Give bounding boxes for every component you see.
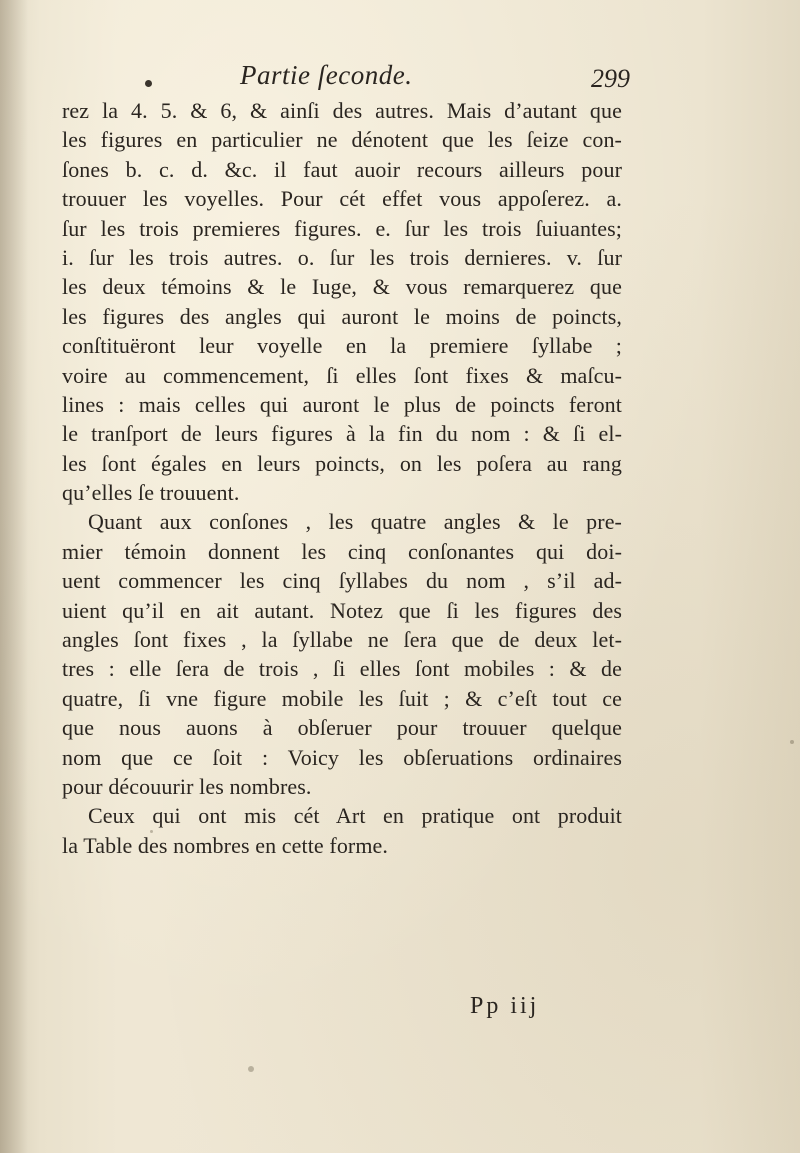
- paper-speck: [248, 1066, 254, 1072]
- text-line: trouuer les voyelles. Pour cét effet vous appoſerez. a.: [62, 186, 622, 212]
- text-line: rez la 4. 5. & 6, & ainſi des autres. Mais d’autant que: [62, 98, 622, 123]
- gutter-shadow: [0, 0, 28, 1153]
- page-number: 299: [591, 64, 630, 93]
- text-line: les figures des angles qui auront le moins de poincts,: [62, 303, 622, 329]
- running-head: [60, 54, 630, 94]
- text-line: conſtituëront leur voyelle en la premiere ſyllabe ;: [62, 333, 622, 359]
- ornament-dot: [145, 80, 152, 87]
- text-line: uient qu’il en ait autant. Notez que ſi les figures des: [62, 597, 622, 623]
- paper-speck: [790, 740, 794, 744]
- text-line: Ceux qui ont mis cét Art en pratique ont produit: [88, 803, 622, 829]
- text-line: que nous auons à obſeruer pour trouuer quelque: [62, 715, 622, 741]
- text-line: i. ſur les trois autres. o. ſur les trois dernieres. v. ſur: [62, 244, 622, 270]
- text-line: ſones b. c. d. &c. il faut auoir recours ailleurs pour: [62, 156, 622, 182]
- text-line: voire au commencement, ſi elles ſont fixes & maſcu-: [62, 362, 622, 388]
- text-line: Quant aux conſones , les quatre angles & le pre-: [88, 509, 622, 535]
- text-line: la Table des nombres en cette forme.: [62, 832, 389, 858]
- text-line: les ſont égales en leurs poincts, on les poſera au rang: [62, 450, 622, 476]
- text-line: le tranſport de leurs figures à la fin du nom : & ſi el-: [62, 421, 622, 447]
- text-line: qu’elles ſe trouuent.: [62, 480, 240, 506]
- text-line: pour découurir les nombres.: [62, 773, 312, 799]
- text-line: mier témoin donnent les cinq conſonantes qui doi-: [62, 538, 622, 564]
- text-line: nom que ce ſoit : Voicy les obſeruations ordinaires: [62, 744, 622, 770]
- body-text: [62, 96, 622, 860]
- text-line: lines : mais celles qui auront le plus de poincts feront: [62, 391, 622, 417]
- text-line: tres : elle ſera de trois , ſi elles ſont mobiles : & de: [62, 656, 622, 682]
- paper-speck: [150, 830, 153, 833]
- text-line: quatre, ſi vne figure mobile les ſuit ; & c’eſt tout ce: [62, 685, 622, 711]
- text-line: les deux témoins & le Iuge, & vous remarquerez que: [62, 274, 622, 300]
- text-line: angles ſont fixes , la ſyllabe ne ſera que de deux let-: [62, 627, 622, 653]
- text-line: ſur les trois premieres figures. e. ſur les trois ſuiuantes;: [62, 215, 622, 241]
- text-line: uent commencer les cinq ſyllabes du nom , s’il ad-: [62, 568, 622, 594]
- signature-mark: Pp iij: [470, 993, 540, 1019]
- running-title: Partie ſeconde.: [240, 60, 413, 90]
- text-line: les figures en particulier ne dénotent que les ſeize con-: [62, 127, 622, 153]
